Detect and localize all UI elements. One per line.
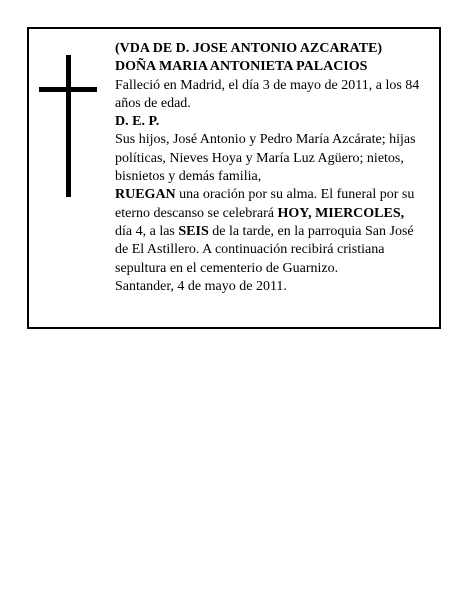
signoff: Santander, 4 de mayo de 2011. [115, 278, 287, 294]
widow-of-line: (VDA DE D. JOSE ANTONIO AZCARATE) [115, 41, 383, 56]
cross-icon [39, 55, 97, 197]
obituary-notice [27, 27, 441, 329]
funeral-request: RUEGAN una oración por su alma. El funeral por su eterno descanso se celebrará HOY, MIERCOLES, día 4, a las SEIS de la tarde, en la parroquia San José de El Astillero. A continuación recibirá cristiana sepultura en el cementerio de Guarnizo. [115, 187, 415, 276]
funeral-hour: SEIS [178, 223, 209, 239]
notice-text [115, 40, 421, 296]
cross-vertical-bar [66, 55, 71, 197]
death-info: Falleció en Madrid, el día 3 de mayo de 2011, a los 84 años de edad. [115, 77, 420, 111]
funeral-day: HOY, MIERCOLES, [277, 205, 405, 221]
deceased-name: DOÑA MARIA ANTONIETA PALACIOS [115, 59, 368, 75]
cross-horizontal-bar [39, 87, 97, 92]
family-list: Sus hijos, José Antonio y Pedro María Azcárate; hijas políticas, Nieves Hoya y María Luz Agüero; nietos, bisnietos y demás familia, [115, 132, 416, 185]
rip-line: D. E. P. [115, 114, 160, 130]
request-verb: RUEGAN [115, 187, 176, 203]
